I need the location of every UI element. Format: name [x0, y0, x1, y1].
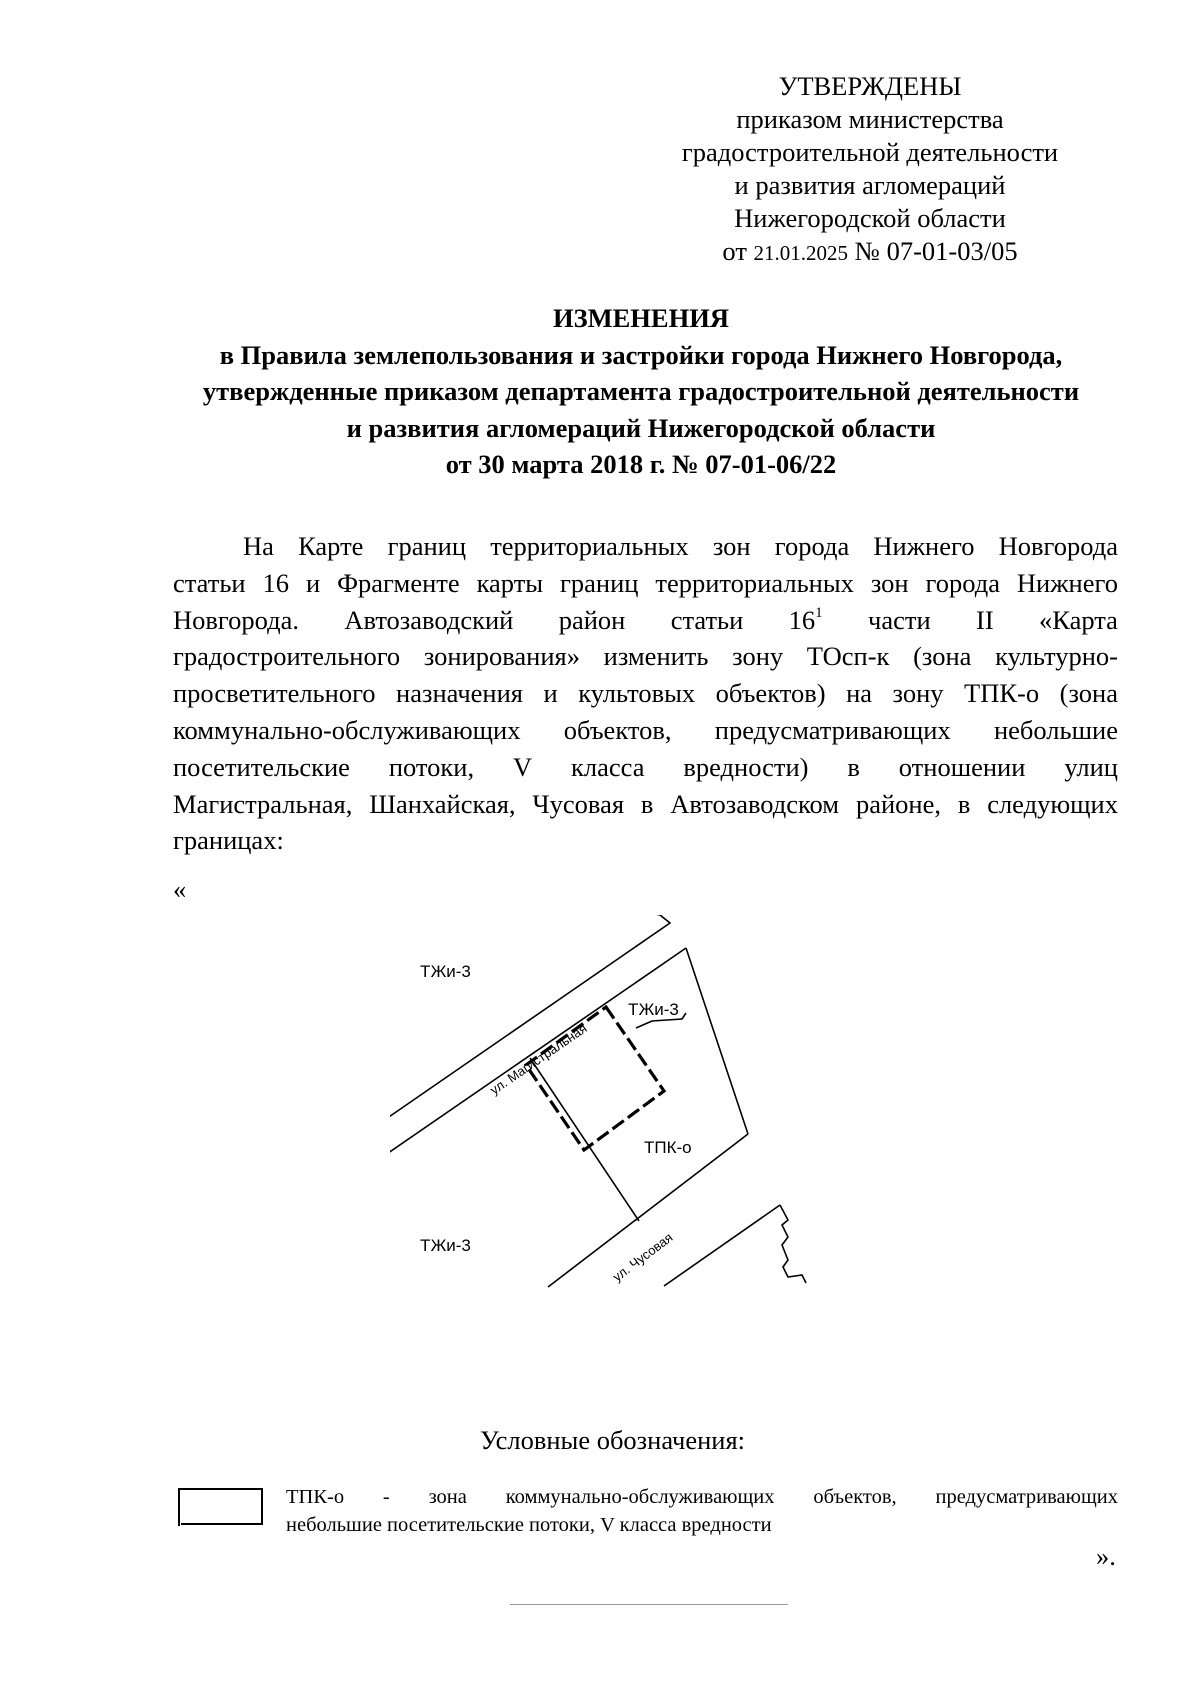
word: объектов, — [563, 714, 672, 745]
zoning-map — [390, 915, 910, 1415]
approval-date-prefix: от — [722, 236, 747, 266]
legend-line — [286, 1483, 1118, 1511]
word: в — [640, 788, 654, 819]
superscript: 1 — [815, 604, 823, 621]
word: объектов) — [715, 678, 826, 709]
approval-stamp — [640, 70, 1100, 270]
zone-label: ТЖи-3 — [628, 1000, 679, 1019]
word: II — [976, 604, 994, 635]
word: культурно- — [995, 641, 1118, 672]
word: карты — [476, 567, 544, 598]
word: Карте — [298, 531, 364, 561]
paragraph-line — [173, 786, 1118, 823]
word: Автозаводском — [670, 788, 840, 819]
word: коммунально-обслуживающих — [505, 1486, 775, 1508]
word: назначения — [396, 678, 523, 709]
legend-title: Условные обозначения: — [480, 1425, 746, 1455]
word: район — [558, 604, 626, 635]
paragraph-line — [173, 675, 1118, 712]
word: Чусовая — [532, 788, 625, 819]
approval-line: и развития агломераций — [734, 170, 1006, 200]
title-line: и развития агломераций Нижегородской области — [346, 412, 936, 443]
street-label: ул. Магистральная — [487, 1020, 590, 1098]
word: на — [846, 678, 873, 709]
word: ТПК-о — [286, 1486, 345, 1508]
word: статьи — [173, 567, 246, 598]
word: градостроительного — [173, 641, 401, 672]
word: части — [868, 604, 931, 635]
word: зонирования» — [423, 641, 580, 672]
word: предусматривающих — [714, 714, 951, 745]
word: (зона — [913, 641, 972, 672]
word: ТОсп-к — [806, 641, 890, 672]
legend-swatch — [177, 1486, 263, 1526]
body-paragraph — [173, 528, 1118, 859]
footer-divider — [510, 1604, 788, 1605]
word: На — [243, 531, 274, 561]
word: и — [543, 678, 558, 709]
word: Новгорода. — [173, 604, 299, 635]
paragraph-line — [173, 712, 1118, 749]
word: (зона — [1059, 678, 1118, 709]
zone-boundary — [530, 1058, 639, 1221]
approval-line: Нижегородской области — [734, 203, 1006, 233]
word: города — [774, 531, 850, 561]
word: зону — [892, 678, 944, 709]
word: отношении — [898, 751, 1026, 782]
word: следующих — [987, 788, 1118, 819]
approval-line: приказом министерства — [736, 104, 1004, 134]
title-heading: ИЗМЕНЕНИЯ — [553, 303, 729, 333]
zone-label: ТЖи-3 — [420, 962, 471, 981]
article-number — [789, 602, 823, 639]
street-label: ул. Чусовая — [609, 1229, 676, 1285]
building-outline — [780, 1205, 806, 1283]
approval-date-line — [640, 235, 1100, 270]
word: Нижнего — [1016, 567, 1118, 598]
approval-date: 21.01.2025 — [753, 241, 849, 265]
approval-number: № 07-01-03/05 — [854, 236, 1018, 266]
word: зону — [732, 641, 784, 672]
word: районе, — [855, 788, 941, 819]
word: зон — [712, 531, 751, 561]
paragraph-line — [173, 749, 1118, 786]
word: предусматривающих — [935, 1486, 1118, 1508]
word: улиц — [1064, 751, 1118, 782]
word: Шанхайская, — [369, 788, 516, 819]
word: границах: — [173, 825, 284, 856]
word: Нижнего — [873, 531, 975, 561]
parcel-boundary — [686, 948, 748, 1134]
word: Автозаводский — [344, 604, 514, 635]
zone-label: ТПК-о — [644, 1138, 692, 1157]
changed-zone-outline — [526, 1007, 664, 1150]
word: небольшие — [993, 714, 1118, 745]
paragraph-line — [173, 822, 1118, 859]
word: вредности) — [683, 751, 809, 782]
word: Фрагменте — [337, 567, 460, 598]
word: потоки, — [388, 751, 475, 782]
parcel-boundary — [390, 915, 670, 1130]
word: Магистральная, — [173, 788, 353, 819]
word: «Карта — [1039, 604, 1118, 635]
word: территориальных — [655, 567, 854, 598]
paragraph-line — [173, 565, 1118, 602]
word: в — [847, 751, 860, 782]
word: статьи — [670, 604, 744, 635]
word: города — [925, 567, 1000, 598]
word: коммунально-обслуживающих — [173, 714, 521, 745]
word: 16 — [788, 604, 816, 635]
title-line: утвержденные приказом департамента градостроительной деятельности — [202, 376, 1080, 407]
paragraph-line — [173, 602, 1118, 639]
legend-description — [286, 1483, 1118, 1539]
zone-label: ТЖи-3 — [420, 1236, 471, 1255]
word: ТПК-о — [964, 678, 1040, 709]
word: в — [957, 788, 971, 819]
closing-quote: ». — [1096, 1541, 1116, 1571]
word: зона — [428, 1486, 467, 1508]
word: культовых — [578, 678, 696, 709]
word: 16 — [262, 567, 290, 598]
word: объектов, — [813, 1486, 897, 1508]
word: просветительного — [173, 678, 376, 709]
word: посетительские — [173, 751, 350, 782]
word: - — [382, 1486, 390, 1508]
paragraph-line — [173, 638, 1118, 675]
opening-quote: « — [173, 874, 187, 904]
document-title — [140, 300, 1142, 483]
word: класса — [571, 751, 645, 782]
word: Новгорода — [998, 531, 1118, 561]
paragraph-line — [173, 528, 1118, 565]
legend-line: небольшие посетительские потоки, V класса вредности — [286, 1514, 772, 1536]
word: границ — [387, 531, 467, 561]
word: V — [512, 751, 533, 782]
word: изменить — [603, 641, 709, 672]
word: территориальных — [490, 531, 689, 561]
word: границ — [560, 567, 639, 598]
title-line: от 30 марта 2018 г. № 07-01-06/22 — [445, 449, 837, 480]
title-line: в Правила землепользования и застройки города Нижнего Новгорода, — [219, 339, 1063, 370]
approval-heading: УТВЕРЖДЕНЫ — [778, 71, 962, 101]
word: и — [305, 567, 321, 598]
approval-line: градостроительной деятельности — [681, 137, 1059, 167]
word: зон — [870, 567, 909, 598]
street-edge — [664, 1205, 780, 1286]
